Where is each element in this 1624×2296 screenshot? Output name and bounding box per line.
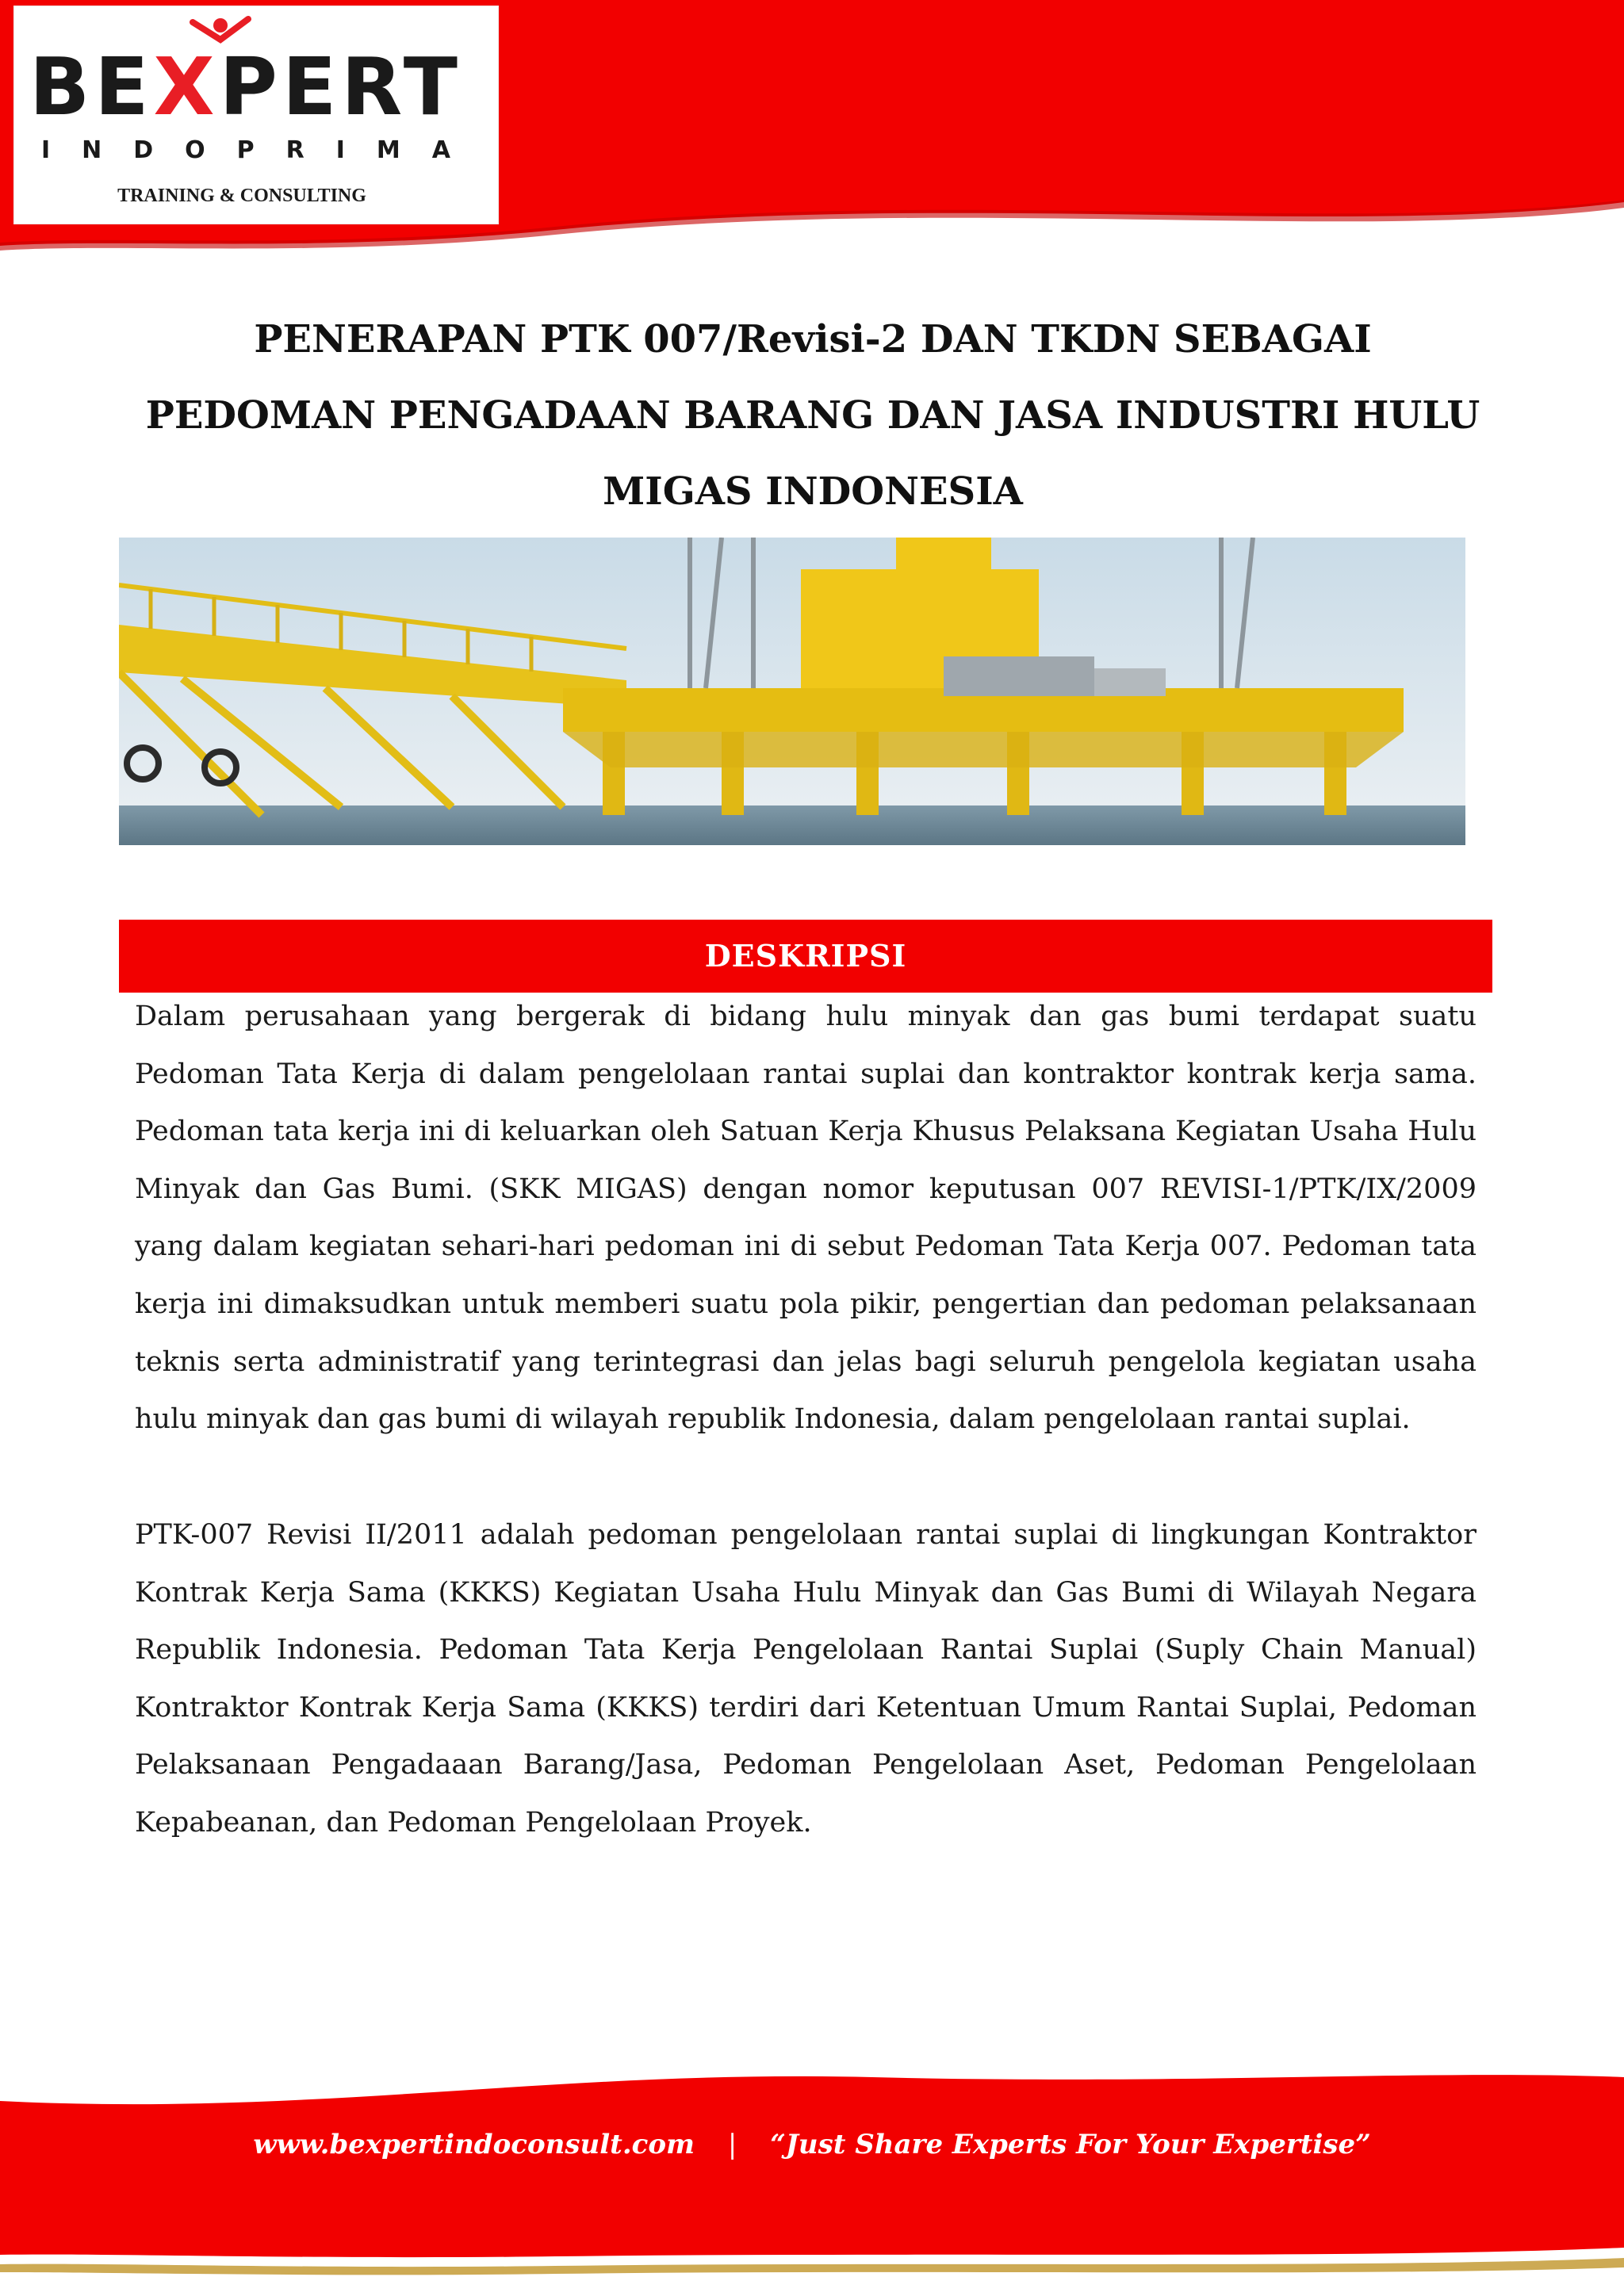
title-line: PEDOMAN PENGADAAN BARANG DAN JASA INDUSTRI HULU	[145, 393, 1480, 438]
footer-separator: |	[727, 2129, 737, 2160]
description-paragraph: PTK-007 Revisi II/2011 adalah pedoman pengelolaan rantai suplai di lingkungan Kontraktor Kontrak Kerja Sama (KKKS) Kegiatan Usaha Hulu Minyak dan Gas Bumi di Wilayah Negara Republik Indonesia. Pedoman Tata Kerja Pengelolaan Rantai Suplai (Suply Chain Manual) Kontraktor Kontrak Kerja Sama (KKKS) terdiri dari Ketentuan Umum Rantai Suplai, Pedoman Pelaksanaan Pengadaaan Barang/Jasa, Pedoman Pengelolaan Aset, Pedoman Pengelolaan Kepabeanan, dan Pedoman Pengelolaan Proyek.	[135, 1519, 1477, 1839]
footer-slogan: “Just Share Experts For Your Expertise”	[770, 2129, 1371, 2160]
document-title	[143, 301, 1483, 530]
footer-band	[0, 2069, 1624, 2296]
description-paragraph: Dalam perusahaan yang bergerak di bidang hulu minyak dan gas bumi terdapat suatu Pedoman Tata Kerja di dalam pengelolaan rantai suplai dan kontraktor kontrak kerja sama. Pedoman tata kerja ini di keluarkan oleh Satuan Kerja Khusus Pelaksana Kegiatan Usaha Hulu Minyak dan Gas Bumi. (SKK MIGAS) dengan nomor keputusan 007 REVISI-1/PTK/IX/2009 yang dalam kegiatan sehari-hari pedoman ini di sebut Pedoman Tata Kerja 007. Pedoman tata kerja ini dimaksudkan untuk memberi suatu pola pikir, pengertian dan pedoman pelaksanaan teknis serta administratif yang terintegrasi dan jelas bagi seluruh pengelola kegiatan usaha hulu minyak dan gas bumi di wilayah republik Indonesia, dalam pengelolaan rantai suplai.	[135, 1001, 1477, 1436]
offshore-platform-photo	[119, 538, 1465, 845]
section-heading: DESKRIPSI	[704, 938, 907, 974]
logo-wordmark: BEXPERT	[29, 40, 462, 133]
footer-text	[0, 2121, 1624, 2168]
logo-subtitle: INDOPRIMA	[41, 136, 482, 164]
title-line: MIGAS INDONESIA	[603, 469, 1023, 514]
title-line: PENERAPAN PTK 007/Revisi-2 DAN TKDN SEBAGAI	[254, 317, 1372, 362]
logo-tagline: TRAINING & CONSULTING	[117, 186, 366, 206]
website-link[interactable]: www.bexpertindoconsult.com	[253, 2129, 695, 2160]
logo-figure-icon	[189, 14, 252, 62]
